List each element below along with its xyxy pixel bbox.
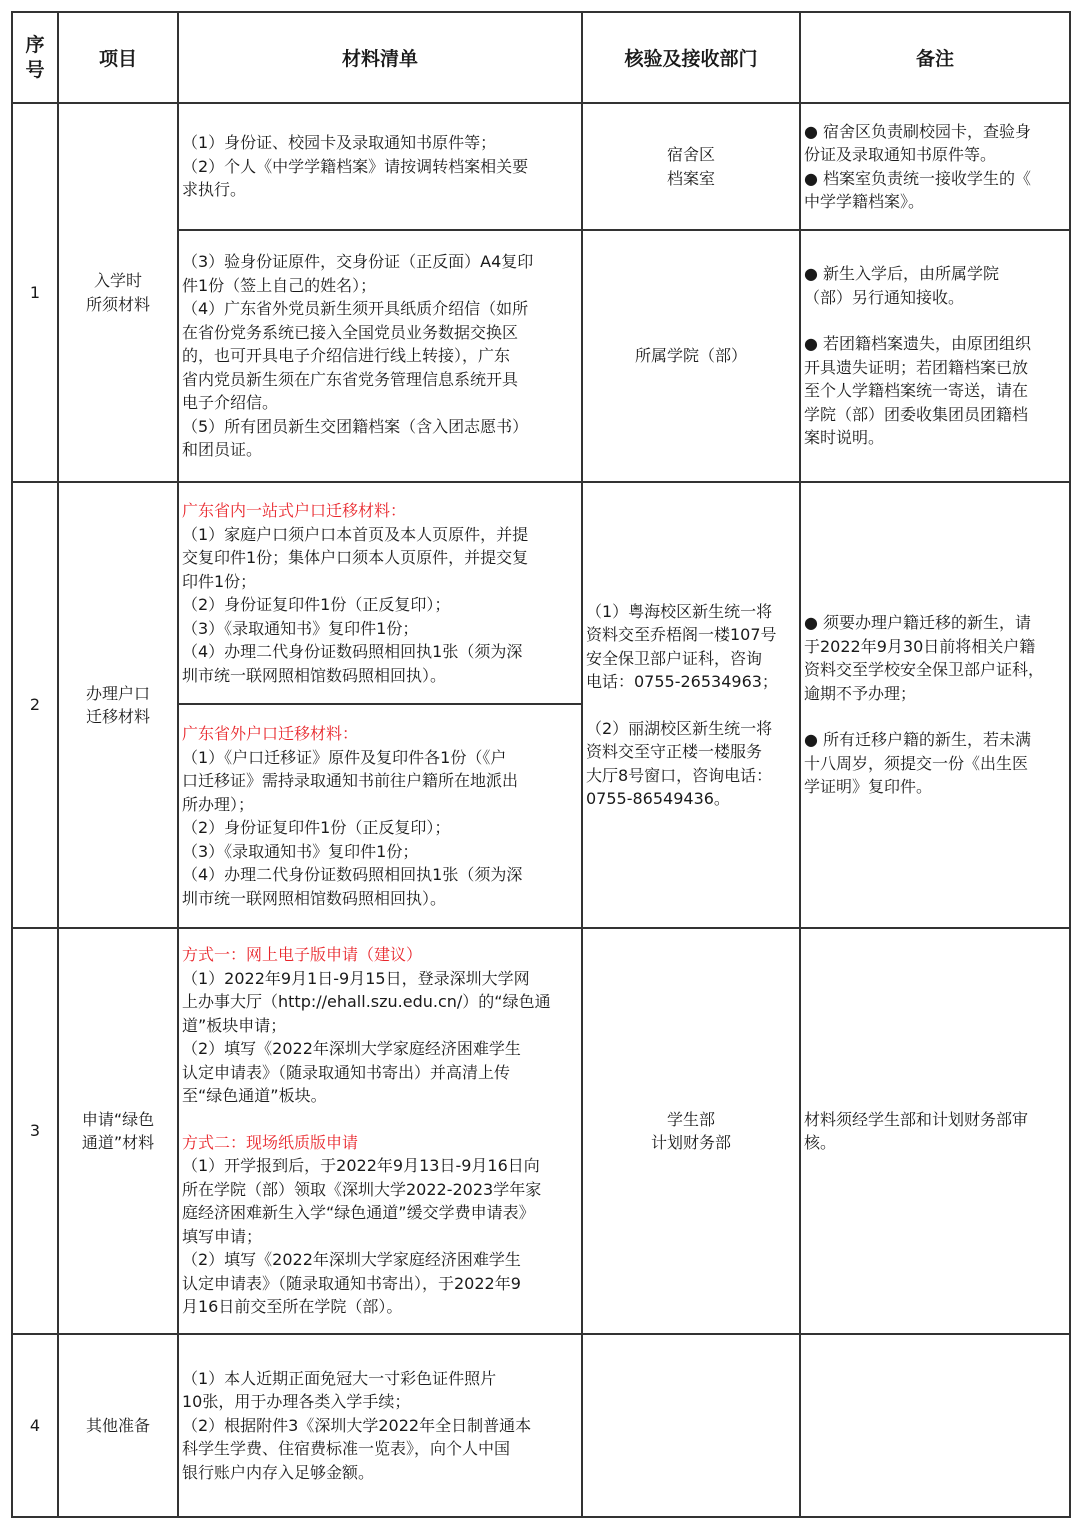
row4-dept [582,1334,800,1517]
text-line: （1）身份证、校园卡及录取通知书原件等； [182,133,497,153]
text-line: 逾期不予办理； [804,683,917,703]
text-line: 材料须经学生部和计划财务部审 [804,1109,1029,1129]
text-line: （2）丽湖校区新生统一将 [586,718,773,738]
text-line: 件1份（签上自己的姓名）； [182,275,377,295]
header-dept: 核验及接收部门 [582,12,800,103]
text-line: （3）《录取通知书》复印件1份； [182,841,419,861]
row1-materials-a [178,103,582,230]
row2-a-title: 广东省内一站式户口迁移材料： [182,501,407,520]
text-line: ● 若团籍档案遗失，由原团组织 [804,334,1032,354]
text-line: 份证及录取通知书原件等。 [804,145,997,164]
text-line: （2）身份证复印件1份（正反复印）； [182,818,451,837]
text-line: （2）身份证复印件1份（正反复印）； [182,595,451,614]
row1-dept-a: 宿舍区 档案室 [582,103,800,230]
text-line: 银行账户内存入足够金额。 [182,1462,375,1482]
text-line: （2）根据附件3《深圳大学2022年全日制普通本 [182,1415,532,1435]
text-line: 交复印件1份；集体户口须本人页原件，并提交复 [182,548,529,567]
header-item: 项目 [58,12,178,103]
text-line: 在省份党务系统已接入全国党员业务数据交换区 [182,322,519,342]
text-line: 资料交至学校安全保卫部户证科， [804,660,1045,680]
row2-num: 2 [12,482,58,928]
materials-table [11,11,1071,1518]
text-line: 学证明》复印件。 [804,777,933,797]
text-line: （2）填写《2022年深圳大学家庭经济困难学生 [182,1250,521,1270]
text-line: 的，也可开具电子介绍信进行线上转接），广东 [182,346,511,366]
text-line: ● 宿舍区负责刷校园卡，查验身 [804,121,1032,141]
text-line: 庭经济困难新生入学“绿色通道”缓交学费申请表》 [182,1203,535,1223]
row1-item: 入学时 所须材料 [58,103,178,482]
text-line: 认定申请表》（随录取通知书寄出），于2022年9 [182,1273,521,1293]
text-line: （5）所有团员新生交团籍档案（含入团志愿书） [182,416,529,436]
text-line: 核。 [804,1133,837,1152]
text-line: ● 须要办理户籍迁移的新生，请 [804,613,1032,633]
text-line: 所办理）； [182,794,255,814]
row4-num: 4 [12,1334,58,1517]
row1-num: 1 [12,103,58,482]
header-materials: 材料清单 [178,12,582,103]
text-line: 于2022年9月30日前将相关户籍 [804,636,1036,656]
text-line: （3）《录取通知书》复印件1份； [182,618,419,638]
text-line: （1）家庭户口须户口本首页及本人页原件，并提 [182,524,529,544]
text-line: 大厅8号窗口，咨询电话： [586,765,773,785]
row2-dept [582,482,800,928]
text-line: 开具遗失证明；若团籍档案已放 [804,357,1029,377]
table-row [12,103,1070,230]
text-line: （2）填写《2022年深圳大学家庭经济困难学生 [182,1039,521,1059]
text-line: （4）办理二代身份证数码照相回执1张（须为深 [182,865,523,884]
row1-notes-a [800,103,1070,230]
row2-item: 办理户口 迁移材料 [58,482,178,928]
text-line: 圳市统一联网照相馆数码照相回执）。 [182,665,447,685]
text-line: （1）粤海校区新生统一将 [586,601,773,621]
row3-dept: 学生部 计划财务部 [582,928,800,1334]
text-line: 电子介绍信。 [182,393,279,413]
text-line: 求执行。 [182,180,247,200]
header-seq: 序 号 [12,12,58,103]
row3-num: 3 [12,928,58,1334]
text-line: 和团员证。 [182,440,263,460]
row2-b-title: 广东省外户口迁移材料： [182,724,359,743]
text-line: 资料交至乔梧阁一楼107号 [586,625,777,644]
row1-materials-b [178,230,582,482]
table-row [12,1334,1070,1517]
text-line: 上办事大厅（http://ehall.szu.edu.cn/）的“绿色通 [182,992,551,1012]
text-line: （3）验身份证原件，交身份证（正反面）A4复印 [182,252,534,272]
text-line: （1）《户口迁移证》原件及复印件各1份（《户 [182,747,507,767]
row3-method2-title: 方式二：现场纸质版申请 [182,1132,359,1152]
text-line: 认定申请表》（随录取通知书寄出）并高清上传 [182,1062,511,1082]
text-line: （2）个人《中学学籍档案》请按调转档案相关要 [182,156,529,176]
row4-item: 其他准备 [58,1334,178,1517]
row3-notes [800,928,1070,1334]
text-line: ● 档案室负责统一接收学生的《 [804,168,1032,188]
text-line: 科学生学费、住宿费标准一览表》，向个人中国 [182,1439,511,1459]
text-line: ● 新生入学后，由所属学院 [804,264,1000,284]
row3-method1-title: 方式一：网上电子版申请（建议） [182,945,423,965]
text-line: （1）开学报到后，于2022年9月13日-9月16日向 [182,1156,540,1176]
text-line: （1）本人近期正面免冠大一寸彩色证件照片 [182,1368,497,1388]
text-line: 安全保卫部户证科，咨询 [586,648,763,668]
text-line: 所在学院（部）领取《深圳大学2022-2023学年家 [182,1179,542,1199]
row1-dept-b: 所属学院（部） [582,230,800,482]
text-line: 道”板块申请； [182,1015,287,1035]
text-line: 省内党员新生须在广东省党务管理信息系统开具 [182,369,519,389]
text-line: （4）广东省外党员新生须开具纸质介绍信（如所 [182,299,529,319]
text-line: 中学学籍档案》。 [804,192,925,211]
row1-notes-b [800,230,1070,482]
text-line: 学院（部）团委收集团员团籍档 [804,404,1029,424]
text-line: （1）2022年9月1日-9月15日，登录深圳大学网 [182,968,530,988]
text-line: 资料交至守正楼一楼服务 [586,742,763,761]
row2-materials-a [178,482,582,704]
text-line: 圳市统一联网照相馆数码照相回执）。 [182,888,447,908]
row4-notes [800,1334,1070,1517]
row3-materials [178,928,582,1334]
row4-materials [178,1334,582,1517]
text-line: ● 所有迁移户籍的新生，若未满 [804,730,1032,750]
text-line: 填写申请； [182,1226,263,1246]
text-line: 印件1份； [182,571,257,591]
row3-item: 申请“绿色 通道”材料 [58,928,178,1334]
text-line: 月16日前交至所在学院（部）。 [182,1297,403,1317]
text-line: 口迁移证》需持录取通知书前往户籍所在地派出 [182,771,519,790]
row2-materials-b [178,704,582,928]
text-line: 案时说明。 [804,428,885,448]
header-row [12,12,1070,103]
table-row [12,482,1070,704]
header-remarks: 备注 [800,12,1070,103]
text-line: 10张，用于办理各类入学手续； [182,1392,411,1412]
text-line: 电话：0755-26534963； [586,672,778,691]
table-row [12,928,1070,1334]
text-line: （部）另行通知接收。 [804,287,965,307]
text-line: 0755-86549436。 [586,789,730,808]
row2-notes [800,482,1070,928]
text-line: （4）办理二代身份证数码照相回执1张（须为深 [182,642,523,661]
text-line: 十八周岁，须提交一份《出生医 [804,753,1029,773]
text-line: 至个人学籍档案统一寄送，请在 [804,381,1029,401]
text-line: 至“绿色通道”板块。 [182,1086,327,1106]
